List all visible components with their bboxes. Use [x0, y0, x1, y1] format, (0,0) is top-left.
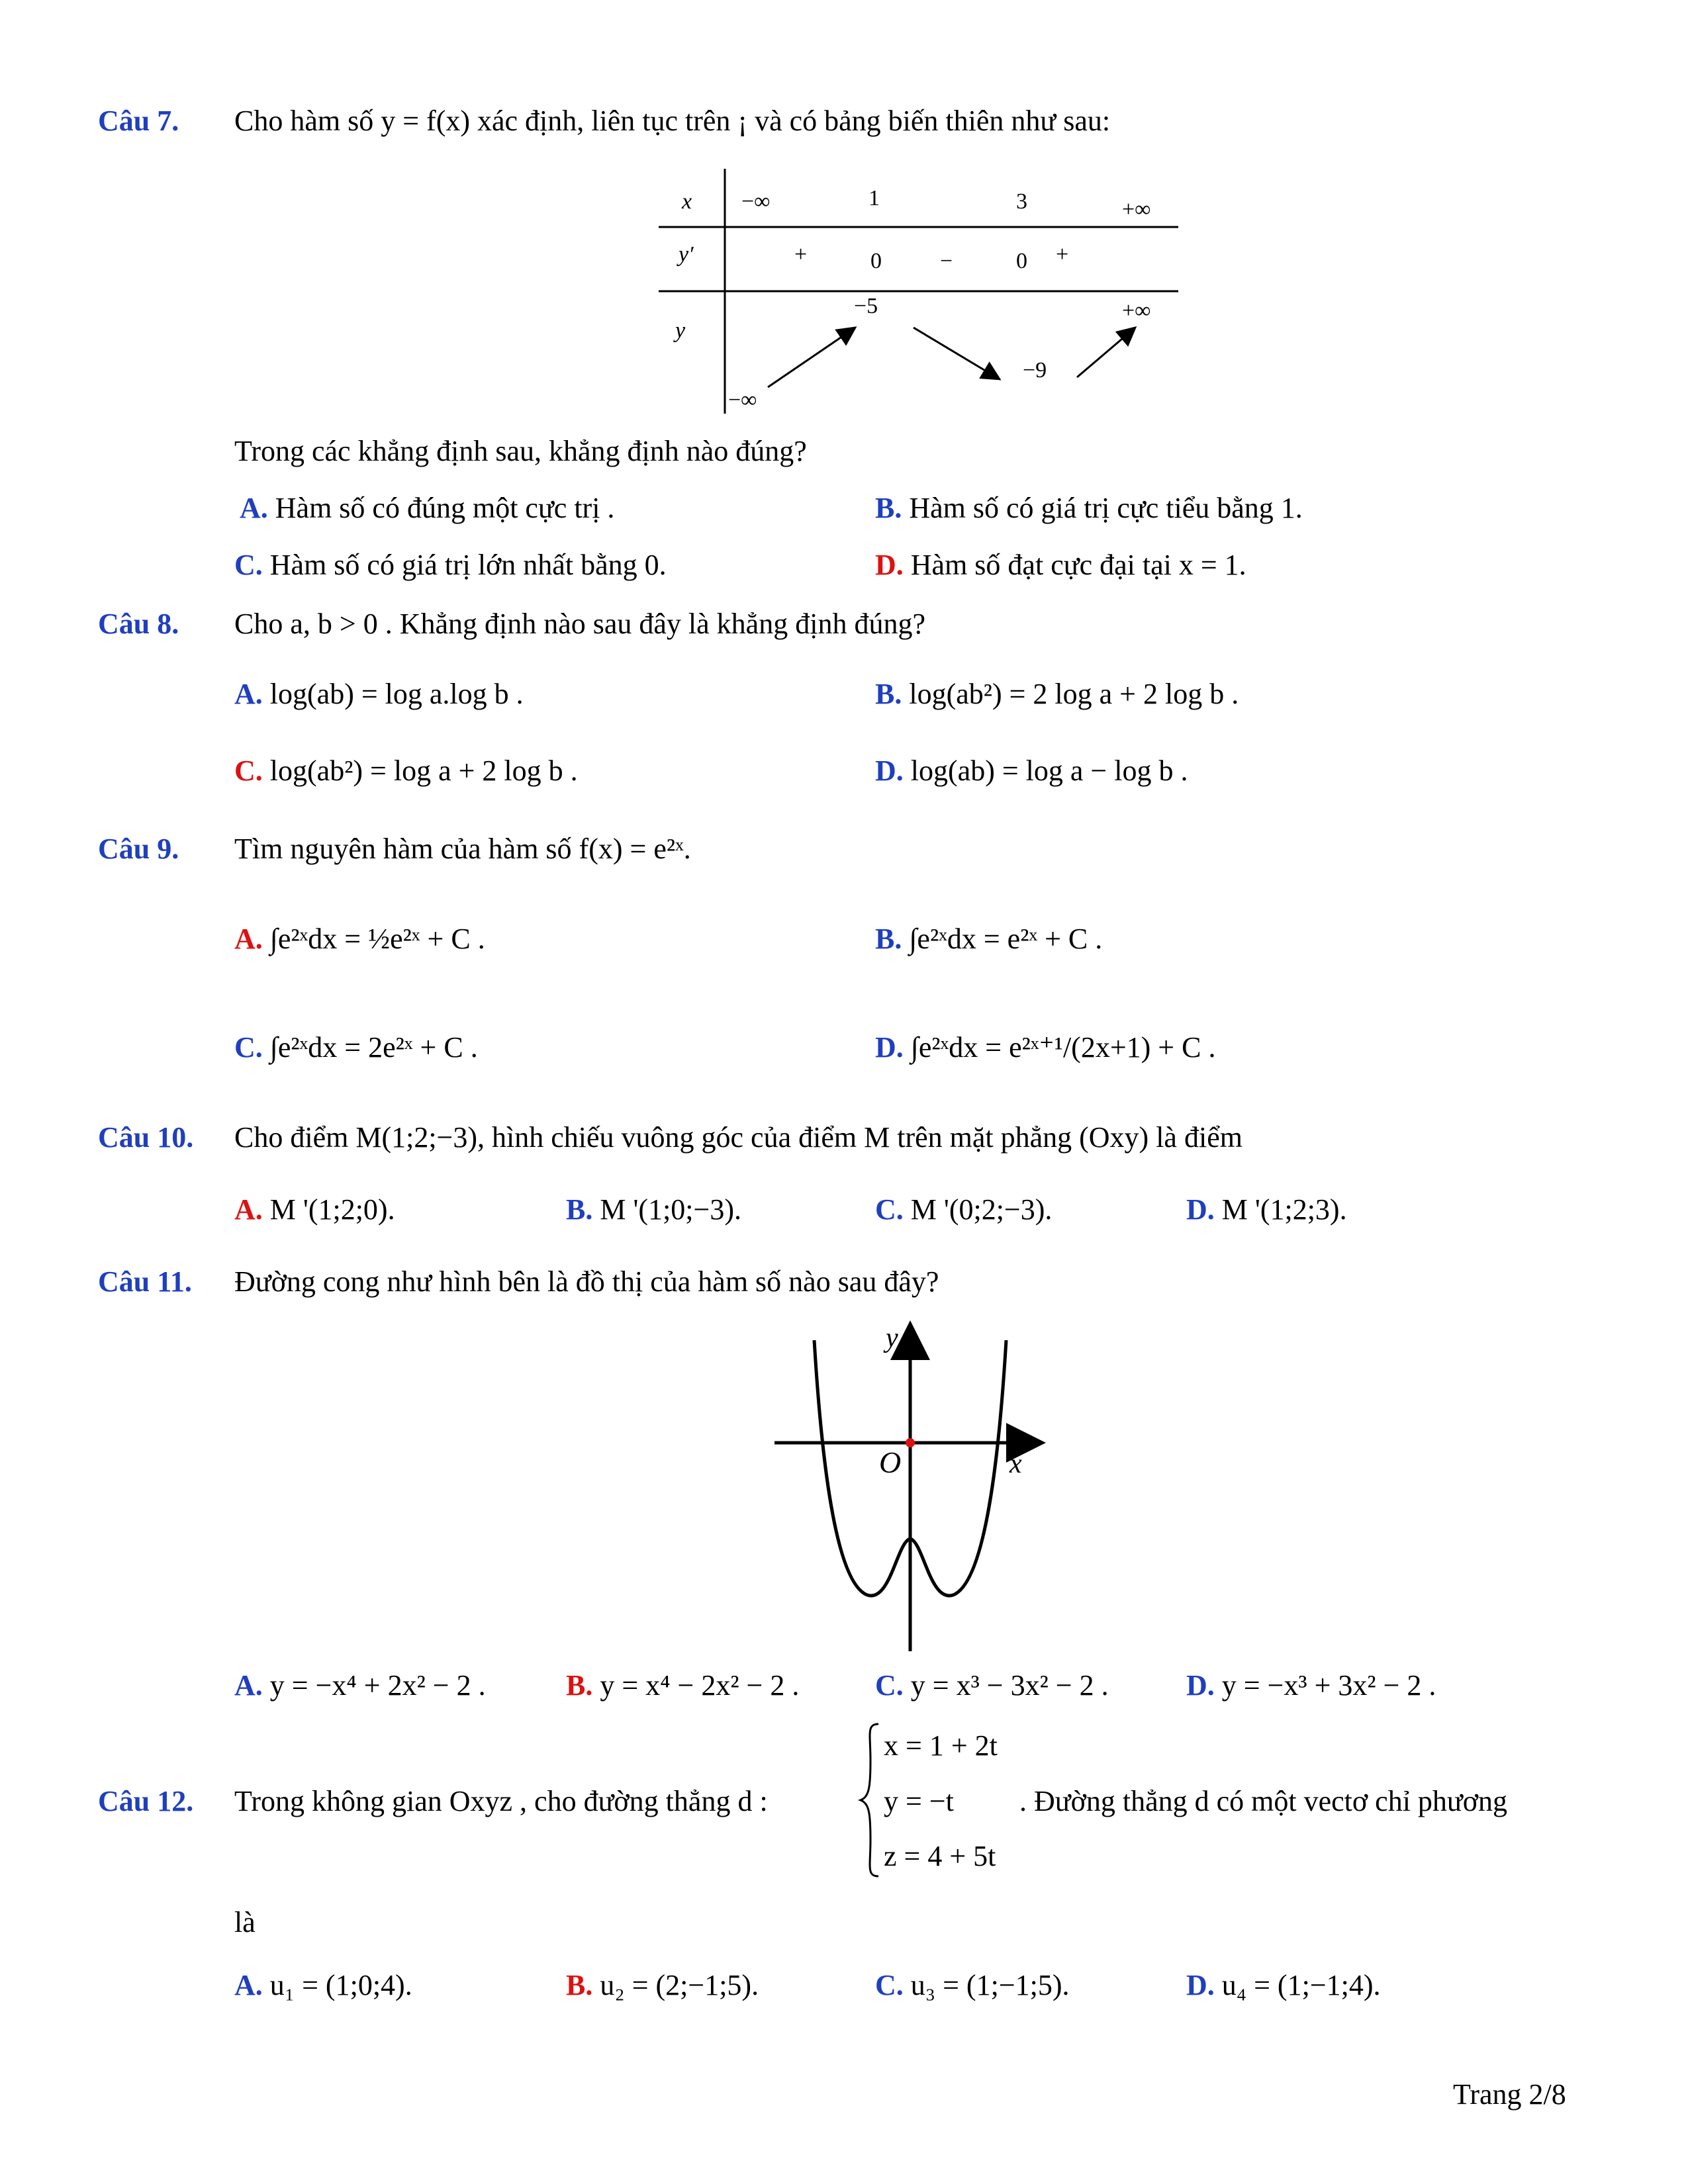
q7-label: Câu 7.: [98, 105, 179, 137]
option-a-text: y = −x⁴ + 2x² − 2 .: [269, 1669, 486, 1702]
option-d-text: u₄ = (1;−1;4).: [1221, 1969, 1381, 2001]
option-b-label: B.: [875, 492, 902, 524]
yp-zero-1: 0: [870, 249, 882, 273]
yp-sign-1: +: [794, 242, 808, 267]
option-c-text: y = x³ − 3x² − 2 .: [910, 1669, 1109, 1702]
option-a-text: Hàm số có đúng một cực trị .: [275, 492, 615, 524]
q11-stem: Đường cong như hình bên là đồ thị của hàm số nào sau đây?: [234, 1265, 939, 1298]
q7-option-d[interactable]: [875, 549, 1246, 582]
option-c-label: C.: [234, 754, 263, 787]
system-eq-1: x = 1 + 2t: [884, 1729, 998, 1762]
option-b-text: Hàm số có giá trị cực tiểu bằng 1.: [909, 492, 1303, 524]
option-d-label: D.: [1186, 1969, 1215, 2001]
q7-stem: Cho hàm số y = f(x) xác định, liên tục trên ¡ và có bảng biến thiên như sau:: [234, 105, 1111, 137]
option-a-text: u₁ = (1;0;4).: [269, 1969, 412, 2001]
option-a-label: A.: [234, 923, 263, 955]
q10-option-d[interactable]: [1186, 1193, 1347, 1227]
option-d-text: y = −x³ + 3x² − 2 .: [1221, 1669, 1436, 1702]
option-d-label: D.: [1186, 1193, 1215, 1226]
option-c-label: C.: [875, 1669, 904, 1702]
y-axis-label: y: [886, 1323, 898, 1353]
q8-option-b[interactable]: [875, 678, 1239, 711]
option-a-text: ∫e²ˣdx = ½e²ˣ + C .: [269, 923, 485, 955]
option-b-label: B.: [566, 1969, 593, 2001]
option-a-label: A.: [240, 492, 268, 524]
option-d-label: D.: [875, 549, 904, 581]
q12-option-d[interactable]: [1186, 1969, 1381, 2003]
q7-option-b[interactable]: [875, 492, 1303, 525]
q10-label: Câu 10.: [98, 1121, 194, 1154]
q11-label: Câu 11.: [98, 1265, 192, 1298]
q10-option-a[interactable]: [234, 1193, 395, 1227]
q7-option-c[interactable]: [234, 549, 667, 582]
q7-option-a[interactable]: [240, 492, 614, 525]
function-graph: [768, 1317, 1053, 1655]
option-c-label: C.: [234, 549, 263, 581]
q9-label: Câu 9.: [98, 833, 179, 865]
option-d-label: D.: [1186, 1669, 1215, 1702]
option-c-text: Hàm số có giá trị lớn nhất bằng 0.: [269, 549, 667, 581]
x-val-1: 1: [868, 186, 880, 210]
origin-point: [906, 1438, 915, 1447]
y-val-min: −9: [1023, 358, 1047, 383]
q9-option-b[interactable]: [875, 923, 1102, 956]
option-b-label: B.: [566, 1669, 593, 1702]
table-row-yprime: y′: [679, 242, 694, 267]
option-a-label: A.: [234, 1969, 263, 2001]
q11-option-d[interactable]: [1186, 1669, 1436, 1703]
page-number: Trang 2/8: [1453, 2078, 1566, 2111]
option-d-text: ∫e²ˣdx = e²ˣ⁺¹/(2x+1) + C .: [910, 1031, 1216, 1064]
yp-sign-3: +: [1056, 242, 1069, 267]
option-c-text: ∫e²ˣdx = 2e²ˣ + C .: [269, 1031, 478, 1064]
x-val-pos-inf: +∞: [1122, 197, 1151, 222]
option-b-text: ∫e²ˣdx = e²ˣ + C .: [909, 923, 1103, 955]
option-c-text: M '(0;2;−3).: [910, 1193, 1053, 1226]
system-brace: [857, 1721, 884, 1880]
option-a-label: A.: [234, 678, 263, 710]
option-b-text: log(ab²) = 2 log a + 2 log b .: [909, 678, 1239, 710]
yp-zero-2: 0: [1016, 249, 1027, 273]
q12-stem-tail: là: [234, 1906, 256, 1938]
arrow-down: [914, 328, 1000, 379]
option-b-text: M '(1;0;−3).: [600, 1193, 741, 1226]
y-val-neg-inf: −∞: [728, 388, 757, 412]
q9-option-a[interactable]: [234, 923, 485, 956]
option-b-text: y = x⁴ − 2x² − 2 .: [600, 1669, 800, 1702]
q10-option-b[interactable]: [566, 1193, 741, 1227]
option-d-label: D.: [875, 754, 904, 787]
y-val-max: −5: [854, 294, 878, 318]
q12-stem-before: Trong không gian Oxyz , cho đường thẳng d :: [234, 1785, 768, 1817]
q9-option-d[interactable]: [875, 1031, 1215, 1065]
option-d-text: Hàm số đạt cực đại tại x = 1.: [910, 549, 1246, 581]
q8-option-a[interactable]: [234, 678, 524, 711]
option-c-label: C.: [875, 1969, 904, 2001]
q12-option-a[interactable]: [234, 1969, 412, 2003]
option-b-label: B.: [875, 678, 902, 710]
origin-label: O: [879, 1445, 902, 1479]
table-row-x: x: [682, 189, 692, 214]
q11-option-c[interactable]: [875, 1669, 1109, 1703]
option-b-label: B.: [875, 923, 902, 955]
q7-prompt: Trong các khẳng định sau, khẳng định nào đúng?: [234, 435, 807, 467]
option-d-text: log(ab) = log a − log b .: [910, 754, 1188, 787]
x-val-3: 3: [1016, 189, 1027, 214]
y-val-pos-inf: +∞: [1122, 298, 1151, 323]
q8-stem: Cho a, b > 0 . Khẳng định nào sau đây là khẳng định đúng?: [234, 608, 925, 640]
q11-option-b[interactable]: [566, 1669, 799, 1703]
option-a-text: M '(1;2;0).: [269, 1193, 395, 1226]
option-d-label: D.: [875, 1031, 904, 1064]
q9-stem: Tìm nguyên hàm của hàm số f(x) = e²ˣ.: [234, 833, 691, 865]
system-eq-3: z = 4 + 5t: [884, 1840, 996, 1872]
arrow-up-1: [768, 328, 855, 387]
option-c-text: u₃ = (1;−1;5).: [910, 1969, 1070, 2001]
table-row-y: y: [675, 318, 686, 343]
x-axis-label: x: [1009, 1449, 1022, 1479]
x-val-neg-inf: −∞: [741, 189, 771, 214]
q12-option-b[interactable]: [566, 1969, 759, 2003]
q8-label: Câu 8.: [98, 608, 179, 640]
option-b-text: u₂ = (2;−1;5).: [600, 1969, 759, 2001]
q8-option-d[interactable]: [875, 754, 1188, 788]
option-c-label: C.: [234, 1031, 263, 1064]
q8-option-c[interactable]: [234, 754, 578, 788]
option-a-text: log(ab) = log a.log b .: [269, 678, 524, 710]
yp-sign-2: −: [940, 249, 953, 273]
q11-option-a[interactable]: [234, 1669, 486, 1703]
arrow-up-2: [1077, 328, 1135, 377]
option-c-text: log(ab²) = log a + 2 log b .: [269, 754, 578, 787]
q12-stem-after: . Đường thẳng d có một vectơ chỉ phương: [1019, 1785, 1508, 1817]
q9-option-c[interactable]: [234, 1031, 478, 1065]
q10-option-c[interactable]: [875, 1193, 1052, 1227]
q12-option-c[interactable]: [875, 1969, 1070, 2003]
q12-label: Câu 12.: [98, 1785, 194, 1817]
system-eq-2: y = −t: [884, 1785, 954, 1817]
option-a-label: A.: [234, 1193, 263, 1226]
q10-stem: Cho điểm M(1;2;−3), hình chiếu vuông góc của điểm M trên mặt phẳng (Oxy) là điểm: [234, 1121, 1243, 1154]
option-b-label: B.: [566, 1193, 593, 1226]
option-d-text: M '(1;2;3).: [1221, 1193, 1347, 1226]
variation-table: [655, 169, 1198, 420]
option-c-label: C.: [875, 1193, 904, 1226]
option-a-label: A.: [234, 1669, 263, 1702]
